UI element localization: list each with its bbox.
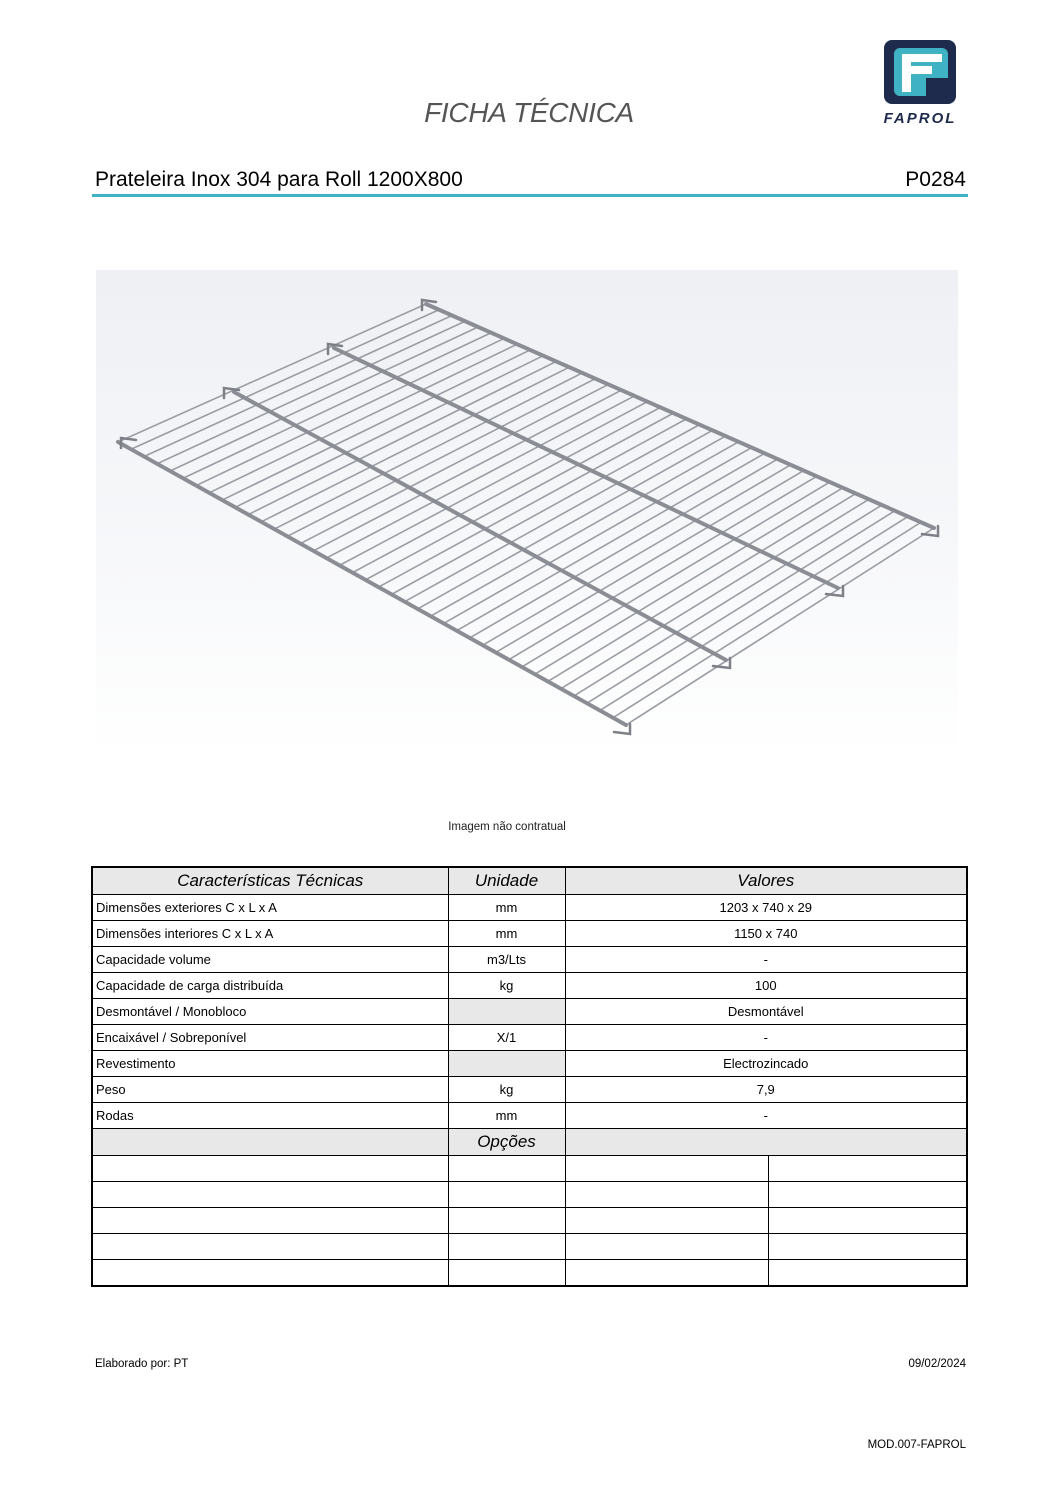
spec-label: Encaixável / Sobreponível [92,1025,448,1051]
spec-label: Desmontável / Monobloco [92,999,448,1025]
header-characteristics: Características Técnicas [92,867,448,895]
option-cell [448,1234,565,1260]
spec-value: - [565,1025,967,1051]
header-unit: Unidade [448,867,565,895]
option-cell [448,1156,565,1182]
spec-unit: mm [448,1103,565,1129]
option-cell [92,1234,448,1260]
table-row [92,947,967,973]
spec-value: Electrozincado [565,1051,967,1077]
spec-label: Capacidade volume [92,947,448,973]
table-row [92,895,967,921]
options-row [92,1156,967,1182]
option-cell [92,1260,448,1287]
spec-label: Revestimento [92,1051,448,1077]
options-header-blank [565,1129,967,1156]
product-code: P0284 [905,168,966,191]
table-row [92,1051,967,1077]
spec-unit: X/1 [448,1025,565,1051]
header-values: Valores [565,867,967,895]
options-row [92,1208,967,1234]
spec-value: - [565,947,967,973]
options-header-row [92,1129,967,1156]
table-row [92,1103,967,1129]
spec-label: Capacidade de carga distribuída [92,973,448,999]
faprol-logo [872,40,968,130]
technical-specs-table [91,866,968,1287]
title-underline [92,194,968,197]
spec-label: Dimensões interiores C x L x A [92,921,448,947]
option-cell [448,1182,565,1208]
image-caption: Imagem não contratual [448,821,566,833]
product-image [96,270,958,758]
options-header: Opções [448,1129,565,1156]
spec-unit [448,999,565,1025]
spec-unit: kg [448,973,565,999]
spec-unit: m3/Lts [448,947,565,973]
options-row [92,1182,967,1208]
option-cell [92,1156,448,1182]
spec-value: 1150 x 740 [565,921,967,947]
option-cell [565,1182,768,1208]
option-cell [448,1260,565,1287]
faprol-logo-mark-icon [872,40,968,110]
product-name: Prateleira Inox 304 para Roll 1200X800 [95,168,463,191]
spec-label: Peso [92,1077,448,1103]
spec-value: - [565,1103,967,1129]
spec-value: 1203 x 740 x 29 [565,895,967,921]
document-title: FICHA TÉCNICA [424,97,634,128]
options-row [92,1234,967,1260]
options-row [92,1260,967,1287]
table-row [92,921,967,947]
option-cell [768,1260,967,1287]
option-cell [92,1182,448,1208]
option-cell [768,1156,967,1182]
table-header-row [92,867,967,895]
document-date: 09/02/2024 [908,1358,966,1370]
spec-unit [448,1051,565,1077]
spec-unit: mm [448,921,565,947]
option-cell [768,1208,967,1234]
option-cell [565,1260,768,1287]
table-row [92,973,967,999]
table-row [92,1077,967,1103]
option-cell [565,1208,768,1234]
spec-value: Desmontável [565,999,967,1025]
spec-value: 7,9 [565,1077,967,1103]
table-row [92,1025,967,1051]
options-header-blank [92,1129,448,1156]
option-cell [92,1208,448,1234]
logo-text: FAPROL [883,110,957,127]
author-note: Elaborado por: PT [95,1358,189,1370]
spec-unit: kg [448,1077,565,1103]
spec-unit: mm [448,895,565,921]
option-cell [768,1234,967,1260]
option-cell [768,1182,967,1208]
option-cell [565,1156,768,1182]
option-cell [448,1208,565,1234]
spec-value: 100 [565,973,967,999]
spec-label: Rodas [92,1103,448,1129]
table-row [92,999,967,1025]
option-cell [565,1234,768,1260]
model-reference: MOD.007-FAPROL [867,1439,966,1451]
spec-label: Dimensões exteriores C x L x A [92,895,448,921]
